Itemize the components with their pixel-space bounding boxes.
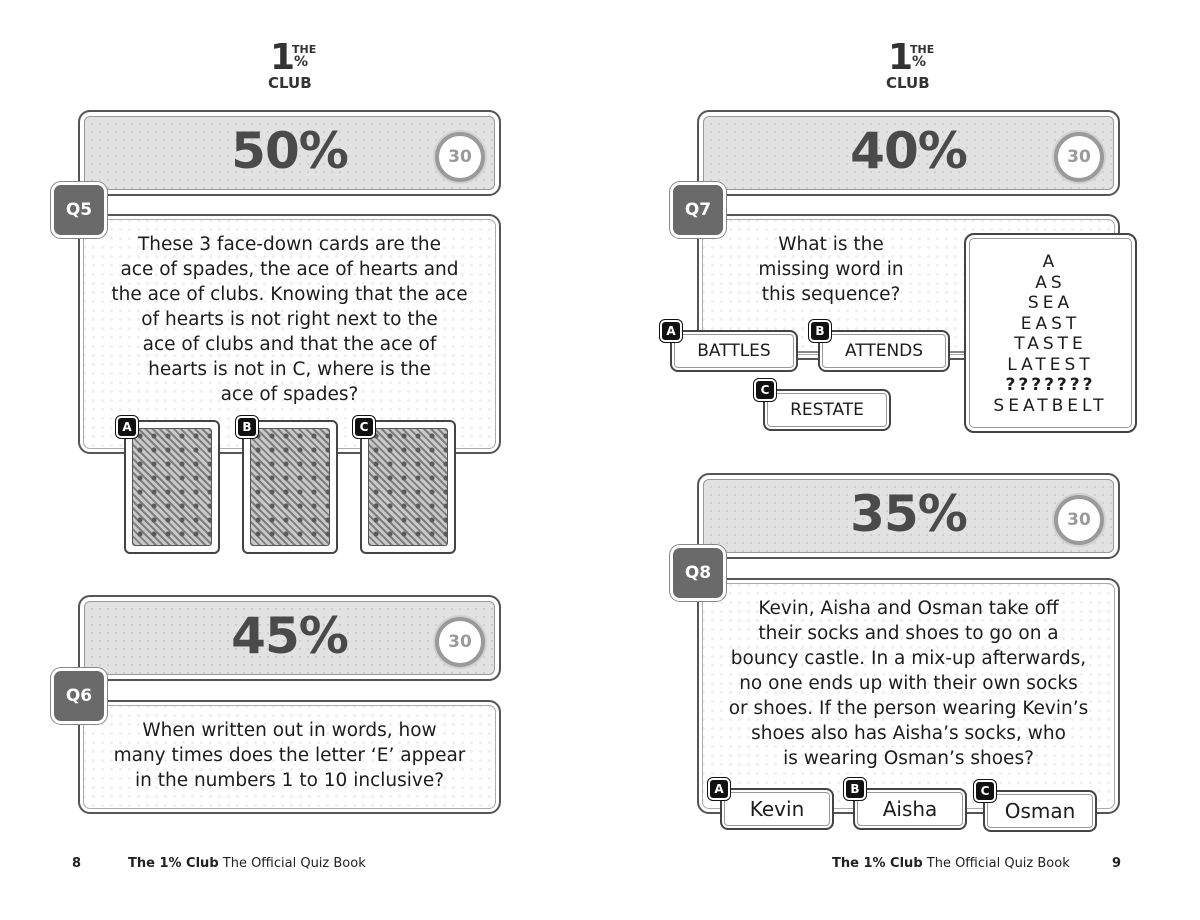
card-back-pattern — [368, 428, 448, 546]
footer-book-title: The Official Quiz Book — [218, 856, 366, 871]
q6-percent-header — [78, 595, 501, 681]
logo-the: THE — [910, 43, 935, 56]
logo-percent: % — [912, 54, 927, 70]
q5-percent-header — [78, 110, 501, 196]
q6-question-box — [78, 700, 501, 814]
q5-line: ace of spades? — [220, 384, 359, 405]
q5-line: the ace of clubs. Knowing that the ace — [111, 284, 468, 305]
q8-percent: 35% — [850, 485, 967, 543]
pyramid-word: SEA — [1027, 293, 1074, 313]
logo-one: 1 — [270, 37, 294, 78]
q7-question-text — [699, 232, 963, 307]
q8-timer-icon: 30 — [1054, 495, 1104, 545]
word-pyramid — [964, 233, 1137, 433]
footer-brand: The 1% Club — [128, 856, 219, 871]
one-percent-club-logo — [886, 37, 946, 92]
pyramid-word: LATEST — [1007, 354, 1094, 375]
q7-answer-c[interactable] — [763, 389, 891, 431]
answer-label: RESTATE — [790, 400, 864, 420]
q8-line: bouncy castle. In a mix-up afterwards, — [730, 648, 1087, 669]
logo-one: 1 — [888, 37, 912, 78]
answer-label: Osman — [1004, 799, 1076, 823]
q8-badge-a: A — [708, 778, 730, 800]
q7-label: Q7 — [670, 182, 726, 238]
q8-line: shoes also has Aisha’s socks, who — [751, 723, 1066, 744]
q6-line: When written out in words, how — [142, 720, 437, 741]
card-back-pattern — [132, 428, 212, 546]
q8-line: no one ends up with their own socks — [739, 673, 1078, 694]
q5-question-box — [78, 214, 501, 454]
q8-label: Q8 — [670, 545, 726, 601]
card-c-badge: C — [353, 416, 375, 438]
q7-line: missing word in — [758, 259, 904, 280]
q7-badge-c: C — [754, 379, 776, 401]
q5-line: of hearts is not right next to the — [141, 309, 438, 330]
q6-line: in the numbers 1 to 10 inclusive? — [134, 770, 445, 791]
page-number: 9 — [1112, 856, 1122, 871]
q5-line: ace of clubs and that the ace of — [142, 334, 437, 355]
one-percent-club-logo — [268, 37, 328, 92]
footer-title — [832, 856, 1070, 871]
q5-line: hearts is not in C, where is the — [148, 359, 431, 380]
q7-answer-a[interactable] — [670, 330, 798, 372]
logo-club: CLUB — [268, 74, 312, 92]
q8-line: or shoes. If the person wearing Kevin’s — [728, 698, 1089, 719]
card-c[interactable] — [360, 420, 456, 554]
q8-answer-a[interactable] — [720, 788, 834, 830]
q6-percent: 45% — [231, 607, 348, 665]
footer-title — [128, 856, 366, 871]
q8-badge-c: C — [974, 780, 996, 802]
q7-line: What is the — [778, 234, 884, 255]
card-b[interactable] — [242, 420, 338, 554]
q7-badge-a: A — [660, 320, 682, 342]
q7-timer-icon: 30 — [1054, 132, 1104, 182]
q8-line: Kevin, Aisha and Osman take off — [758, 598, 1059, 619]
answer-label: Aisha — [882, 797, 938, 821]
logo-club: CLUB — [886, 74, 930, 92]
right-page — [600, 0, 1200, 920]
q8-answer-c[interactable] — [983, 790, 1097, 832]
pyramid-word: AS — [1035, 272, 1066, 293]
q5-percent: 50% — [231, 122, 348, 180]
pyramid-word: A — [1042, 252, 1059, 272]
q5-question-text — [86, 232, 493, 407]
q6-question-text — [86, 718, 493, 793]
logo-percent: % — [294, 54, 309, 70]
q5-timer-icon: 30 — [435, 132, 485, 182]
q7-percent-header — [697, 110, 1120, 196]
card-a-badge: A — [116, 416, 138, 438]
q8-line: their socks and shoes to go on a — [758, 623, 1059, 644]
footer-brand: The 1% Club — [832, 856, 923, 871]
answer-label: Kevin — [749, 797, 805, 821]
q7-answer-b[interactable] — [818, 330, 950, 372]
footer-book-title: The Official Quiz Book — [922, 856, 1070, 871]
q7-badge-b: B — [809, 320, 831, 342]
pyramid-missing-word: ??????? — [1005, 375, 1096, 395]
logo-the: THE — [292, 43, 317, 56]
q8-question-text — [705, 596, 1112, 771]
q6-timer-icon: 30 — [435, 617, 485, 667]
q7-percent: 40% — [850, 122, 967, 180]
q5-line: ace of spades, the ace of hearts and — [120, 259, 459, 280]
pyramid-word: TASTE — [1014, 334, 1087, 354]
q8-badge-b: B — [844, 778, 866, 800]
answer-label: ATTENDS — [844, 341, 924, 361]
q6-line: many times does the letter ‘E’ appear — [113, 745, 466, 766]
q5-label: Q5 — [51, 182, 107, 238]
page-number: 8 — [72, 856, 82, 871]
card-a[interactable] — [124, 420, 220, 554]
q8-answer-b[interactable] — [853, 788, 967, 830]
q8-question-box — [697, 578, 1120, 814]
q6-label: Q6 — [51, 668, 107, 724]
q8-line: is wearing Osman’s shoes? — [783, 748, 1034, 769]
answer-label: BATTLES — [697, 341, 771, 361]
pyramid-word: EAST — [1020, 313, 1081, 334]
connector-line — [796, 351, 818, 353]
q7-line: this sequence? — [761, 284, 901, 305]
q5-line: These 3 face-down cards are the — [137, 234, 442, 255]
pyramid-word: SEATBELT — [993, 395, 1108, 416]
card-back-pattern — [250, 428, 330, 546]
card-b-badge: B — [236, 416, 258, 438]
q8-percent-header — [697, 473, 1120, 559]
